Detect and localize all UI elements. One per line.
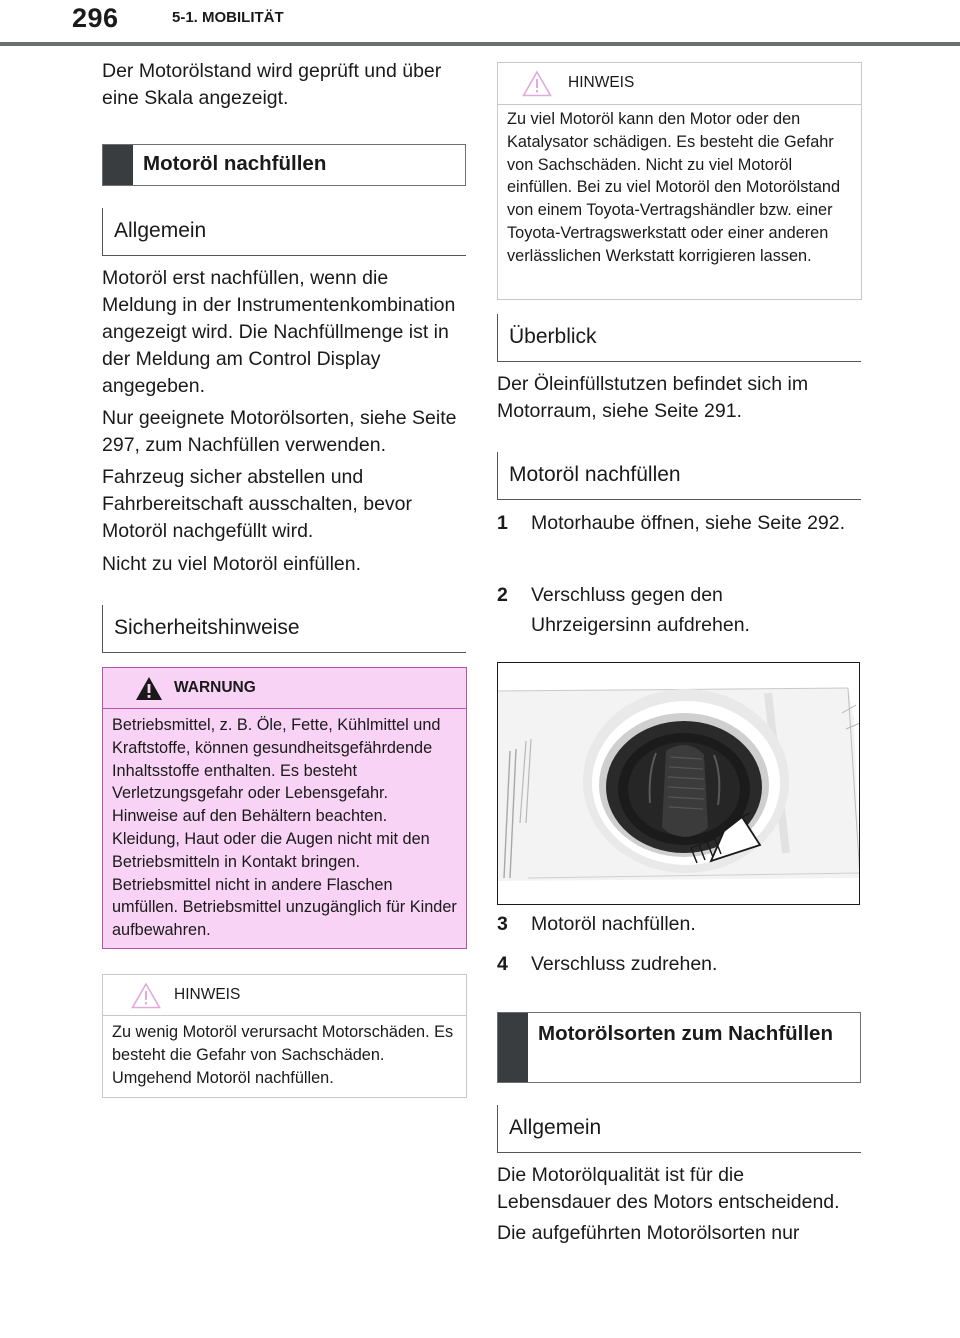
subheading-text: Allgemein <box>509 1116 602 1139</box>
paragraph: Motoröl erst nachfüllen, wenn die Meldung in der Instrumentenkombination angezeigt wird. Die Nachfüllmenge ist in der Meldung am Control Display angegeben. <box>102 267 456 397</box>
subheading-sicherheitshinweise <box>102 605 466 653</box>
notice-text: Zu wenig Motoröl verursacht Motorschäden. Es besteht die Gefahr von Sachschäden. Umgehend Motoröl nachfüllen. <box>112 1023 454 1087</box>
page-number: 296 <box>72 3 119 33</box>
notice-box-header <box>103 975 466 1016</box>
step-text: Motorhaube öffnen, siehe Seite 292. <box>531 512 846 534</box>
caution-triangle-icon <box>522 70 552 97</box>
oil-cap-drawing <box>498 663 860 905</box>
heading-text: Motoröl nachfüllen <box>143 152 327 175</box>
step-number: 1 <box>497 512 508 534</box>
subheading-text: Sicherheitshinweise <box>114 616 300 639</box>
subheading-text: Überblick <box>509 325 597 348</box>
paragraph: Nicht zu viel Motoröl einfüllen. <box>102 553 362 575</box>
paragraph: Nur geeignete Motorölsorten, siehe Seite 297, zum Nachfüllen verwenden. <box>102 407 457 456</box>
step-number: 2 <box>497 584 508 606</box>
section-title: 5-1. MOBILITÄT <box>172 9 284 26</box>
heading-text: Motorölsorten zum Nachfüllen <box>538 1022 833 1045</box>
subheading-allgemein <box>102 208 466 256</box>
step-number: 3 <box>497 913 508 935</box>
notice-title: HINWEIS <box>568 74 635 91</box>
warning-box <box>102 667 467 949</box>
heading-motoroelsorten <box>497 1012 861 1083</box>
notice-box <box>102 974 467 1098</box>
step-number: 4 <box>497 953 508 975</box>
step-text: Verschluss zudrehen. <box>531 953 718 975</box>
warning-box-header <box>103 668 466 709</box>
paragraph: Der Öleinfüllstutzen befindet sich im Motorraum, siehe Seite 291. <box>497 373 809 422</box>
subheading-text: Motoröl nachfüllen <box>509 463 681 486</box>
heading-accent-bar <box>498 1013 528 1082</box>
subheading-text: Allgemein <box>114 219 207 242</box>
heading-motoroel-nachfuellen <box>102 144 466 186</box>
caution-triangle-icon <box>131 982 161 1009</box>
notice-box <box>497 62 862 300</box>
oil-cap-illustration <box>497 662 860 905</box>
warning-triangle-icon <box>135 676 163 701</box>
step-text: Verschluss gegen den Uhrzeigersinn aufdrehen. <box>531 584 750 636</box>
warning-text: Betriebsmittel, z. B. Öle, Fette, Kühlmittel und Kraftstoffe, können gesundheitsgefährdende Inhaltsstoffe enthalten. Es besteht Verletzungsgefahr oder Lebensgefahr. Hinweise auf den Behältern beachten. Kleidung, Haut oder die Augen nicht mit den Betriebsmitteln in Kontakt bringen. Betriebsmittel nicht in andere Flaschen umfüllen. Betriebsmittel unzugänglich für Kinder aufbewahren. <box>112 716 457 940</box>
header-rule <box>0 42 960 46</box>
subheading-motoroel-nachfuellen <box>497 452 861 500</box>
subheading-ueberblick <box>497 314 861 362</box>
warning-title: WARNUNG <box>174 679 256 696</box>
notice-box-header <box>498 63 861 105</box>
paragraph: Fahrzeug sicher abstellen und Fahrbereitschaft ausschalten, bevor Motoröl nachgefüllt wird. <box>102 466 413 542</box>
paragraph: Die Motorölqualität ist für die Lebensdauer des Motors entscheidend. <box>497 1164 840 1213</box>
paragraph: Die aufgeführten Motorölsorten nur <box>497 1222 800 1244</box>
notice-title: HINWEIS <box>174 986 241 1003</box>
notice-text: Zu viel Motoröl kann den Motor oder den Katalysator schädigen. Es besteht die Gefahr von Sachschäden. Nicht zu viel Motoröl einfüllen. Bei zu viel Motoröl den Motorölstand von einem Toyota-Vertragshändler bzw. einer Toyota-Vertragswerkstatt oder einer anderen verlässlichen Werkstatt korrigieren lassen. <box>507 110 841 265</box>
heading-accent-bar <box>103 145 133 185</box>
page-header <box>0 0 960 46</box>
step-text: Motoröl nachfüllen. <box>531 913 696 935</box>
intro-paragraph: Der Motorölstand wird geprüft und über eine Skala angezeigt. <box>102 60 442 109</box>
subheading-allgemein <box>497 1105 861 1153</box>
